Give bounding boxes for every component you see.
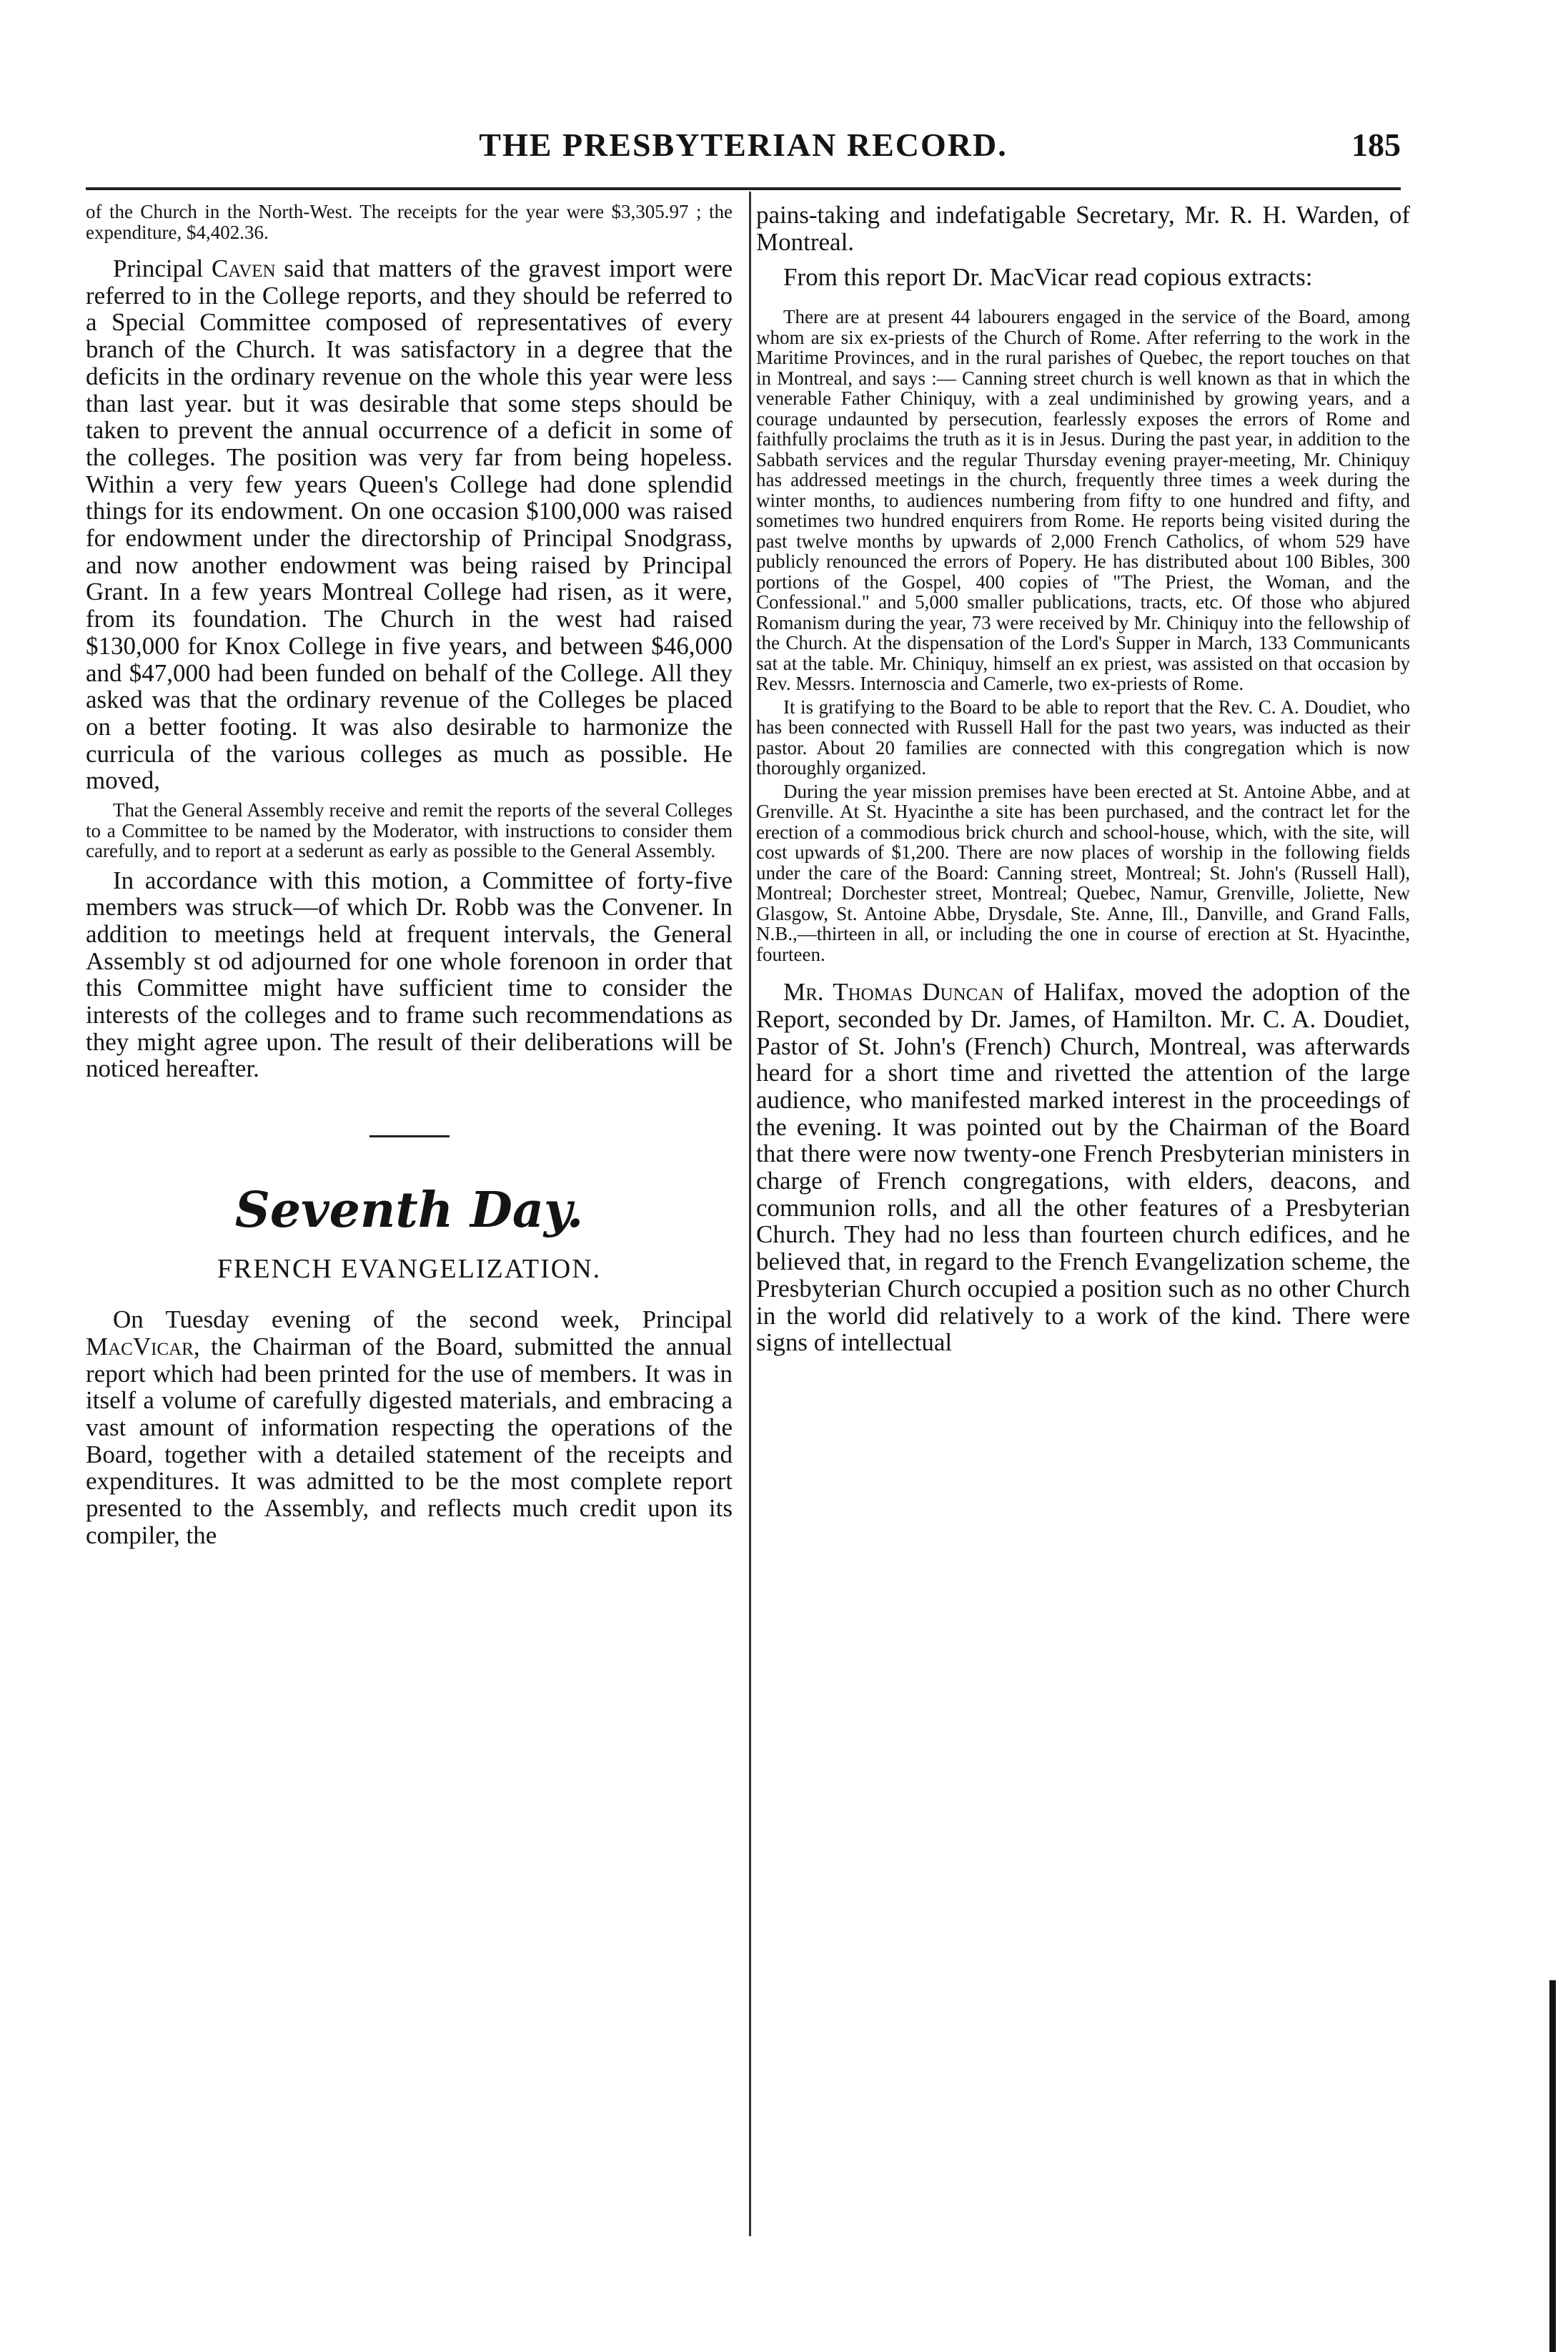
duncan-body: of Halifax, moved the adoption of the Report, seconded by Dr. James, of Hamilton. Mr. C. A. Doudiet, Pastor of St. John's (French) Church, Montreal, was afterwards heard for a short time and rivetted the attention of the large audience, who manifested marked interest in the proceedings of the evening. It was pointed out by the Chairman of the Board that there were now twenty-one French Presbyterian ministers in charge of French congregations, with elders, deacons, and communion rolls, and all the other features of a Presbyterian Church. They had no less than fourteen church edifices, and he believed that, in regard to the French Evangelization scheme, the Presbyterian Church occupied a position such as no other Church in the world did relatively to a work of the kind. There were signs of intellectual: [756, 978, 1410, 1357]
duncan-paragraph: [756, 979, 1410, 1356]
caven-name: Caven: [212, 255, 276, 282]
caven-body: said that matters of the gravest import were referred to in the College reports, and they should be referred to a Special Committee composed of representatives of every branch of the Church. It was satisfactory in a degree that the deficits in the ordinary revenue on the whole this year were less than last year. but it was desirable that some steps should be taken to prevent the annual occurrence of a deficit in some of the colleges. The position was very far from being hopeless. Within a very few years Queen's College had done splendid things for its endowment. On one occasion $100,000 was raised for endowment under the directorship of Principal Snodgrass, and now another endowment was being raised by Principal Grant. In a few years Montreal College had risen, as it were, from its foundation. The Church in the west had raised $130,000 for Knox College in five years, and between $46,000 and $47,000 had been funded on behalf of the College. All they asked was that the ordinary revenue of the Colleges be placed on a better footing. It was also desirable to harmonize the curricula of the various colleges as much as possible. He moved,: [86, 255, 733, 795]
caven-prefix: Principal: [113, 255, 212, 282]
committee-paragraph: In accordance with this motion, a Committee of forty-five members was struck—of which Dr. Robb was the Convener. In addition to meetings held at frequent intervals, the General Assembly st od adjourned for one whole forenoon in order that this Committee might have sufficient time to consider the interests of the colleges and to frame such recommendations as they might agree upon. The result of their deliberations will be noticed hereafter.: [86, 866, 733, 1083]
section-heading: FRENCH EVANGELIZATION.: [217, 1254, 602, 1285]
extract-intro: From this report Dr. MacVicar read copious extracts:: [783, 263, 1313, 292]
continuation-paragraph: pains-taking and indefatigable Secretary, Mr. R. H. Warden, of Montreal.: [756, 201, 1410, 256]
running-title: THE PRESBYTERIAN RECORD.: [479, 127, 1008, 163]
duncan-name: Mr. Thomas Duncan: [783, 978, 1004, 1007]
right-column: [756, 202, 1410, 1356]
day-heading: Seventh Day.: [234, 1182, 584, 1240]
extract-paragraph-1: There are at present 44 labourers engaged in the service of the Board, among whom are six ex-priests of the Church of Rome. After referring to the work in the Maritime Provinces, and in the rural parishes of Quebec, the report touches on that in Montreal, and says :— Canning street church is well known as that in which the venerable Father Chiniquy, with a zeal undiminished by growing years, and a courage undaunted by persecution, fearlessly exposes the errors of Rome and faithfully proclaims the truth as it is in Jesus. During the past year, in addition to the Sabbath services and the regular Thursday evening prayer-meeting, Mr. Chiniquy has addressed meetings in the church, frequently three times a week during the winter months, to audiences numbering from fifty to one hundred and fifty, and sometimes two hundred enquirers from Rome. He reports being visited during the past twelve months by upwards of 2,000 French Catholics, of whom 529 have publicly renounced the errors of Popery. He has distributed about 100 Bibles, 300 portions of the Gospel, 400 copies of "The Priest, the Woman, and the Confessional." and 5,000 smaller publications, tracts, etc. Of those who abjured Romanism during the year, 73 were received by Mr. Chiniquy into the fellowship of the Church. At the dispensation of the Lord's Supper in March, 133 Communicants sat at the table. Mr. Chiniquy, himself an ex priest, was assisted on that occasion by Rev. Messrs. Internoscia and Camerle, two ex-priests of Rome.: [756, 306, 1410, 695]
resolution-text: That the General Assembly receive and remit the reports of the several Colleges to a Committee to be named by the Moderator, with instructions to consider them carefully, and to report at a sederunt as early as possible to the General Assembly.: [86, 799, 733, 862]
section-separator: [369, 1135, 450, 1137]
french-paragraph: [86, 1306, 733, 1548]
french-prefix: On Tuesday evening of the second week, Principal: [113, 1305, 733, 1334]
extract-paragraph-2: It is gratifying to the Board to be able to report that the Rev. C. A. Doudiet, who has been connected with Russell Hall for the past two years, was inducted as their pastor. About 20 families are connected with this congregation which is now thoroughly organized.: [756, 696, 1410, 779]
page-header: [86, 126, 1401, 176]
extract-paragraph-3: During the year mission premises have been erected at St. Antoine Abbe, and at Grenville. At St. Hyacinthe a site has been purchased, and the contract let for the erection of a commodious brick church and school-house, which, with the site, will cost upwards of $1,200. There are now places of worship in the following fields under the care of the Board: Canning street, Montreal; St. John's (Russell Hall), Montreal; Dorchester street, Montreal; Quebec, Namur, Grenville, Joliette, New Glasgow, St. Antoine Abbe, Drysdale, Ste. Anne, Ill., Danville, and Grand Falls, N.B.,—thirteen in all, or including the one in course of erection at St. Hyacinthe, fourteen.: [756, 780, 1410, 965]
header-rule: [86, 187, 1401, 190]
page-number: 185: [1351, 127, 1401, 163]
french-body: , the Chairman of the Board, submitted the annual report which had been printed for the use of members. It was in itself a volume of carefully digested materials, and embracing a vast amount of information respecting the operations of the Board, together with a detailed statement of the receipts and expenditures. It was admitted to be the most complete report presented to the Assembly, and reflects much credit upon its compiler, the: [86, 1332, 733, 1549]
caven-paragraph: [86, 255, 733, 794]
left-column: [86, 202, 733, 1549]
scan-edge-mark: [1549, 1980, 1556, 2352]
column-divider: [749, 192, 751, 2236]
intro-paragraph: of the Church in the North-West. The receipts for the year were $3,305.97 ; the expenditure, $4,402.36.: [86, 201, 733, 243]
macvicar-name: MacVicar: [86, 1332, 194, 1360]
